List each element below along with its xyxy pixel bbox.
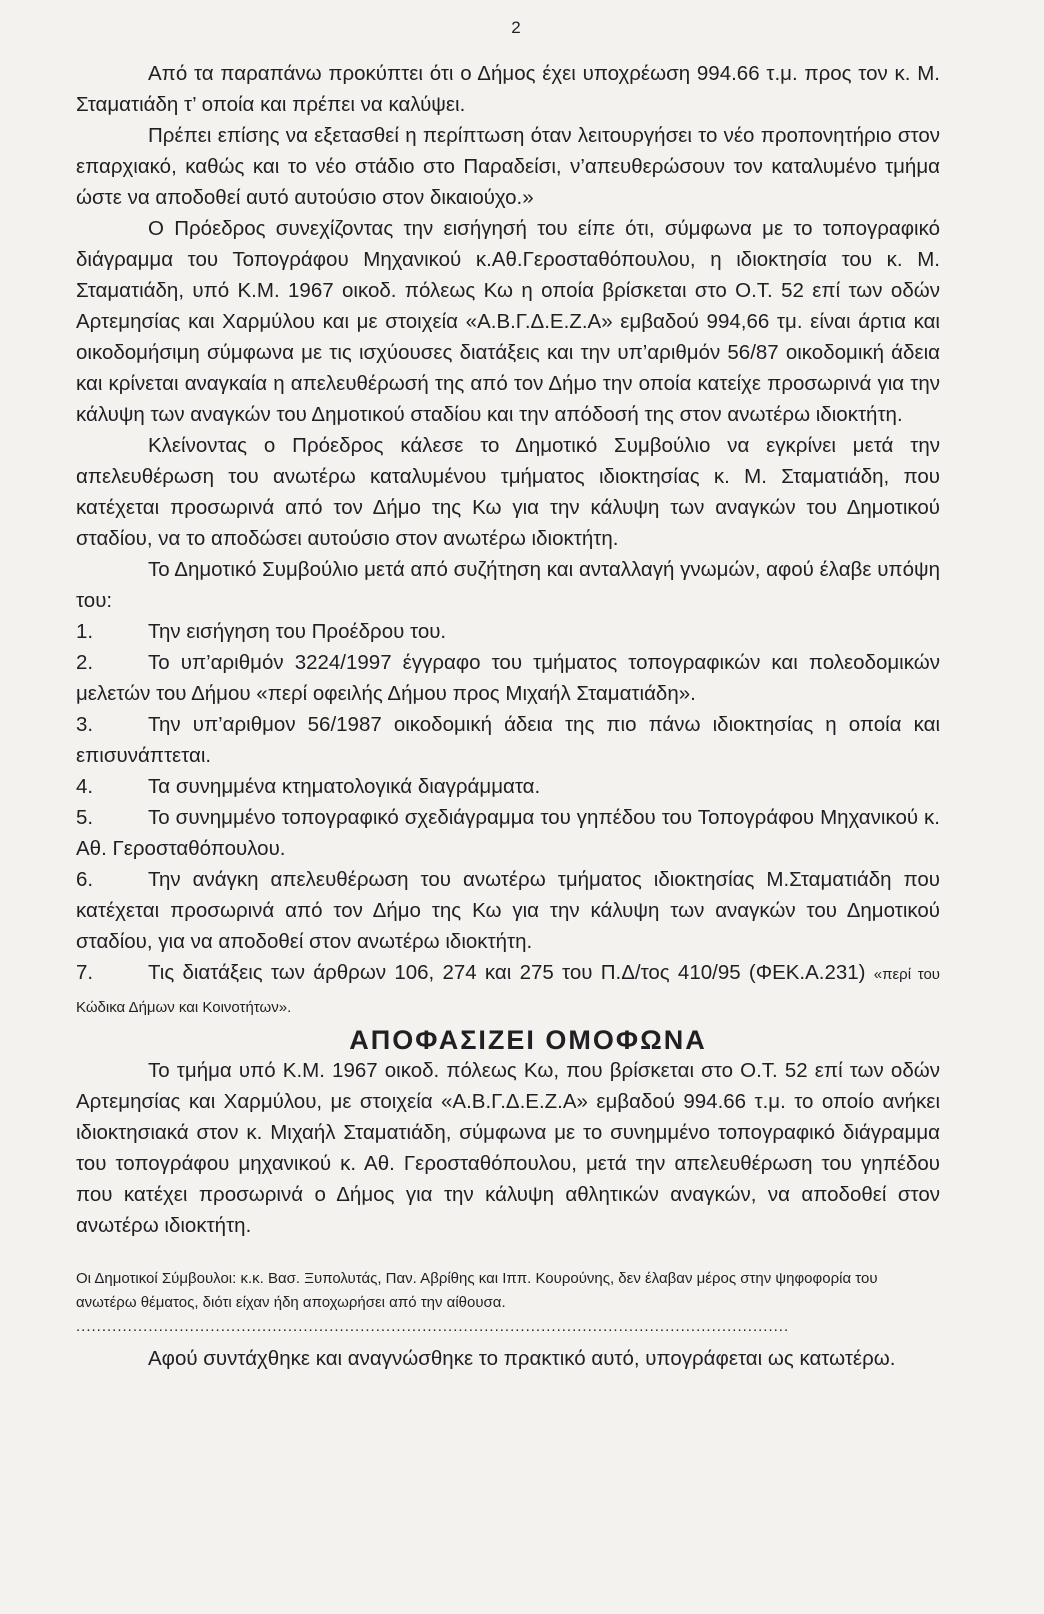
paragraph-council-considered: Το Δημοτικό Συμβούλιο μετά από συζήτηση και ανταλλαγή γνωμών, αφού έλαβε υπόψη του:: [76, 558, 940, 612]
list-item-text: Το υπ’αριθμόν 3224/1997 έγγραφο του τμήματος τοπογραφικών και πολεοδομικών μελετών του Δήμου «περί οφειλής Δήμου προς Μιχαήλ Σταματιάδη».: [76, 651, 940, 705]
list-item-number: 1.: [76, 620, 94, 643]
list-item-number: 2.: [76, 651, 94, 674]
decision-text: Το τμήμα υπό Κ.Μ. 1967 οικοδ. πόλεως Κω, που βρίσκεται στο Ο.Τ. 52 επί των οδών Αρτεμησίας και Χαρμύλου, με στοιχεία «Α.Β.Γ.Δ.Ε.Ζ.Α» εμβαδού 994.66 τ.μ. το οποίο ανήκει ιδιοκτησιακά στον κ. Μιχαήλ Σταματιάδη, σύμφωνα με το συνημμένο τοπογραφικό διάγραμμα του τοπογράφου μηχανικού κ. Αθ. Γεροσταθόπουλου, μετά την απελευθέρωση του γηπέδου που κατέχει προσωρινά ο Δήμος για την κάλυψη αθλητικών αναγκών, να αποδοθεί στον ανωτέρω ιδιοκτήτη.: [76, 1059, 940, 1237]
separator-dots: ..........................................................................................................................................: [76, 1318, 790, 1335]
list-item-text: Την ανάγκη απελευθέρωση του ανωτέρω τμήματος ιδιοκτησίας Μ.Σταματιάδη που κατέχεται προσωρινά από τον Δήμο της Κω για την κάλυψη των αναγκών του Δημοτικού σταδίου, για να αποδοθεί στον ανωτέρω ιδιοκτήτη.: [76, 868, 940, 953]
list-item: [76, 709, 940, 771]
list-item-text: Την εισήγηση του Προέδρου του.: [148, 620, 447, 643]
list-item: [76, 771, 940, 802]
law-reference: «περί του Κώδικα Δήμων και Κοινοτήτων».: [76, 966, 941, 1016]
page-number: 2: [511, 18, 521, 37]
list-item-number: 3.: [76, 713, 94, 736]
list-item: [76, 957, 940, 1023]
list-item-text: Τα συνημμένα κτηματολογικά διαγράμματα.: [148, 775, 541, 798]
list-item-number: 6.: [76, 868, 94, 891]
paragraph-president-proposal: Ο Πρόεδρος συνεχίζοντας την εισήγησή του είπε ότι, σύμφωνα με το τοπογραφικό διάγραμμα του Τοπογράφου Μηχανικού κ.Αθ.Γεροσταθόπουλου, η ιδιοκτησία του κ. Μ. Σταματιάδη, υπό Κ.Μ. 1967 οικοδ. πόλεως Κω η οποία βρίσκεται στο Ο.Τ. 52 επί των οδών Αρτεμησίας και Χαρμύλου και με στοιχεία «Α.Β.Γ.Δ.Ε.Ζ.Α» εμβαδού 994,66 τμ. είναι άρτια και οικοδομήσιμη σύμφωνα με τις ισχύουσες διατάξεις και την υπ’αριθμόν 56/87 οικοδομική άδεια και κρίνεται αναγκαία η απελευθέρωσή της από τον Δήμο την οποία κατείχε προσωρινά για την κάλυψη των αναγκών του Δημοτικού σταδίου και την απόδοσή της στον ανωτέρω ιδιοκτήτη.: [76, 217, 940, 426]
absence-note: Οι Δημοτικοί Σύμβουλοι: κ.κ. Βασ. Ξυπολυτάς, Παν. Αβρίθης και Ιππ. Κουρούνης, δεν έλαβαν μέρος στην ψηφοφορία του ανωτέρω θέματος, διότι είχαν ήδη αποχωρήσει από την αίθουσα.: [76, 1270, 878, 1311]
list-item-number: 7.: [76, 961, 94, 984]
paragraph-obligation: Από τα παραπάνω προκύπτει ότι ο Δήμος έχει υποχρέωση 994.66 τ.μ. προς τον κ. Μ. Σταματιάδη τ’ οποία και πρέπει να καλύψει.: [76, 62, 940, 116]
paragraph-examination: Πρέπει επίσης να εξετασθεί η περίπτωση όταν λειτουργήσει το νέο προπονητήριο στον επαρχιακό, καθώς και το νέο στάδιο στο Παραδείσι, ν’απευθερώσουν τον καταλυμένο τμήμα ώστε να αποδοθεί αυτό αυτούσιο στον δικαιούχο.»: [76, 124, 940, 209]
list-item-text: Τις διατάξεις των άρθρων 106, 274 και 275 του Π.Δ/τος 410/95 (ΦΕΚ.Α.231): [148, 961, 866, 984]
list-item-text: Το συνημμένο τοπογραφικό σχεδιάγραμμα του γηπέδου του Τοπογράφου Μηχανικού κ. Αθ. Γεροσταθόπουλου.: [76, 806, 940, 860]
list-item-text: Την υπ’αριθμον 56/1987 οικοδομική άδεια της πιο πάνω ιδιοκτησίας η οποία και επισυνάπτεται.: [76, 713, 940, 767]
closing-paragraph: Αφού συντάχθηκε και αναγνώσθηκε το πρακτικό αυτό, υπογράφεται ως κατωτέρω.: [148, 1347, 896, 1370]
considerations-list: [76, 616, 940, 1023]
list-item: [76, 802, 940, 864]
list-item-number: 4.: [76, 775, 94, 798]
list-item: [76, 864, 940, 957]
paragraph-president-closing: Κλείνοντας ο Πρόεδρος κάλεσε το Δημοτικό Συμβούλιο να εγκρίνει μετά την απελευθέρωση του ανωτέρω καταλυμένου τμήματος ιδιοκτησίας κ. Μ. Σταματιάδη, που κατέχεται προσωρινά από τον Δήμο της Κω για την κάλυψη των αναγκών του Δημοτικού σταδίου, να το αποδώσει αυτούσιο στον ανωτέρω ιδιοκτήτη.: [76, 434, 940, 550]
document-body: [76, 58, 940, 1241]
list-item-number: 5.: [76, 806, 94, 829]
list-item: [76, 616, 940, 647]
decision-heading: ΑΠΟΦΑΣΙΖΕΙ ΟΜΟΦΩΝΑ: [349, 1025, 707, 1055]
list-item: [76, 647, 940, 709]
